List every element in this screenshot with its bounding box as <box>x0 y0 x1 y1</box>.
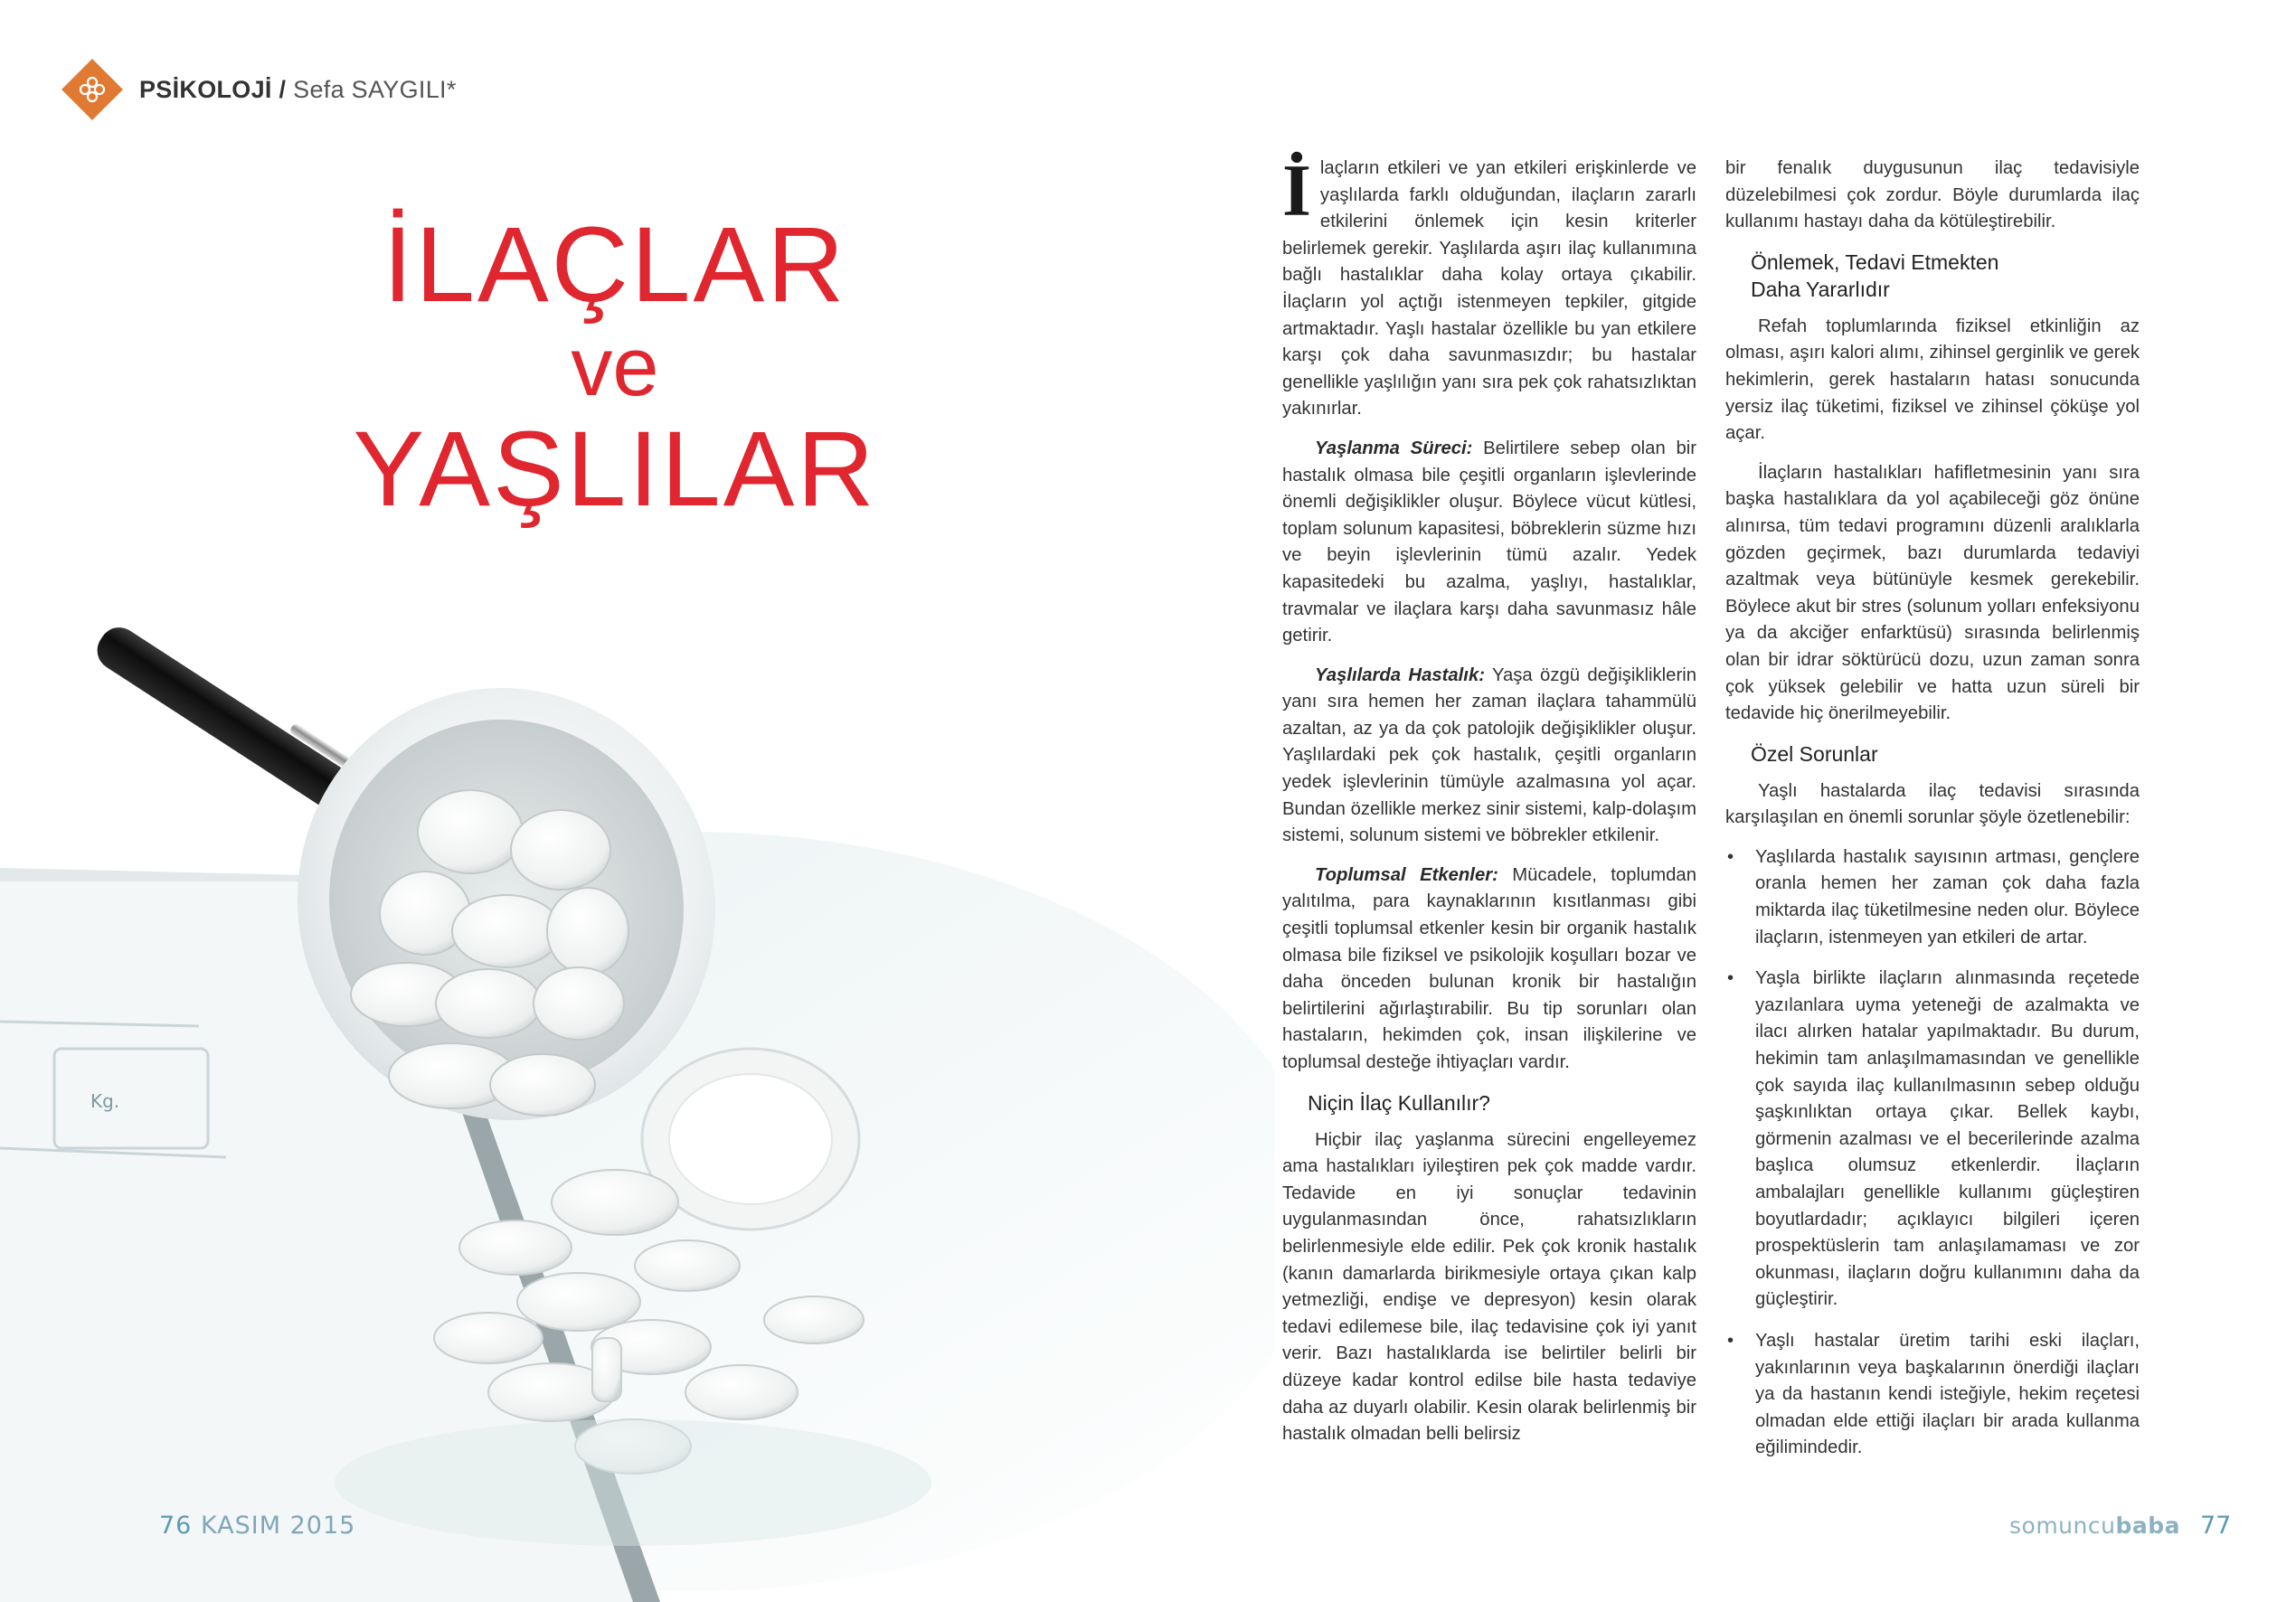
drop-cap: İ <box>1282 149 1311 231</box>
article-title <box>298 203 931 531</box>
why-drugs-heading: Niçin İlaç Kullanılır? <box>1308 1090 1490 1115</box>
elderly-illness-paragraph <box>1282 663 1696 850</box>
prevention-heading-line-2: Daha Yararlıdır <box>1751 277 1890 301</box>
section-separator: / <box>271 75 294 103</box>
why-drugs-paragraph: Hiçbir ilaç yaşlanma sürecini engelleyemez ama hastalıkları iyileştiren pek çok madde vardır. Tedavide en iyi sonuçlar tedavinin uygulanmasından önce, rahatsızlıkların belirlenmesiyle elde edilir. Pek çok kronik hastalık (kanın damarlarda birikmesiyle ortaya çıkan kalp yetmezliği, endişe ve depresyon) kesin olarak tedavi edilemese bile, ilaç tedavisine çok iyi yanıt verir. Bazı hastalıklarda ise belirtiler belirli bir düzeye kadar kontrol edilse bile hasta tedaviye daha az duyarlı olabilir. Kesin olarak belirlenmiş bir hastalık olmadan belli belirsiz <box>1282 1129 1696 1445</box>
social-factors-paragraph <box>1282 862 1696 1077</box>
section-header <box>60 58 457 121</box>
social-factors-lead: Toplumsal Etkenler: <box>1315 864 1498 885</box>
magazine-brand <box>2009 1512 2180 1539</box>
brand-part-1: somuncu <box>2009 1512 2116 1539</box>
text-column-1 <box>1282 149 1697 1461</box>
title-line-1: İLAÇLAR <box>383 205 847 325</box>
prevention-heading <box>1751 249 2140 303</box>
section-label <box>139 76 457 104</box>
special-problems-heading: Özel Sorunlar <box>1751 741 1878 766</box>
brand-part-2: baba <box>2115 1512 2180 1539</box>
right-page-footer <box>2009 1512 2231 1540</box>
section-name: PSİKOLOJİ <box>139 75 272 103</box>
issue-date: KASIM 2015 <box>200 1512 356 1540</box>
social-factors-text: Mücadele, toplumdan yalıtılma, para kaynaklarının kısıtlanması gibi çeşitli toplumsal etkenler kesin bir organik hastalık olmasa bile fiziksel ve psikolojik koşulları bozar ve daha önceden bulunan kronik bir hastalığın belirtilerini ağırlaştırabilir. Bu tip sorunları olan hastaların, hekimden çok, insan ilişkilerine ve toplumsal desteğe ihtiyaçları vardır. <box>1282 864 1696 1072</box>
list-item: • Yaşlılarda hastalık sayısının artması, gençlere oranla hemen her zaman çok daha fazla miktarda ilaç tüketilmesine neden olur. Böylece ilaçların, istenmeyen yan etkileri de artar. <box>1725 844 2140 951</box>
aging-process-lead: Yaşlanma Süreci: <box>1315 438 1473 458</box>
list-item: • Yaşla birlikte ilaçların alınmasında reçetede yazılanlara uyma yeteneği de azalmakta ve ilacı alırken hatalar yapılmaktadır. Bu durum, hekimin tam anlaşılmamasından ve genellikle çok sayıda ilaç kullanılmasının sebep olduğu şaşkınlıktan ortaya çıkar. Bellek kaybı, görmenin azalması ve el becerilerinde azalma başlıca olumsuz etkenlerdir. İlaçların ambalajları genellikle kullanımı güçleştiren boyutlardadır; açıklayıcı bilgileri içeren prospektüslerin tam anlaşılamaması ve zor okunması, ilaçların doğru kullanımını daha da güçleştirir. <box>1725 966 2140 1314</box>
continuation-paragraph: bir fenalık duygusunun ilaç tedavisiyle düzelebilmesi çok zordur. Böyle durumlarda ilaç kullanımı hastayı daha da kötüleştirebilir. <box>1725 158 2140 232</box>
author-name: Sefa SAYGILI* <box>293 75 457 103</box>
text-column-2 <box>1725 155 2140 1476</box>
title-line-2: ve <box>571 321 659 413</box>
right-page-number: 77 <box>2199 1512 2232 1540</box>
svg-text:Kg.: Kg. <box>90 1090 120 1112</box>
intro-text: laçların etkileri ve yan etkileri erişkinlerde ve yaşlılarda farklı olduğundan, ilaçların zararlı etkilerini önlemek için kesin kriterler belirlemek gerekir. Yaşlılarda aşırı ilaç kullanımına bağlı hastalıklar daha kolay ortaya çıkabilir. İlaçların yol açtığı istenmeyen tepkiler, gitgide artmaktadır. Yaşlı hastalar özellikle bu yan etkilere karşı çok daha savunmasızdır; bu hastalar genellikle yaşlılığın yanı sıra pek çok rahatsızlıktan yakınırlar. <box>1282 158 1696 419</box>
title-line-3: YAŞLILAR <box>353 410 877 529</box>
elderly-illness-lead: Yaşlılarda Hastalık: <box>1315 664 1485 685</box>
left-page-number: 76 <box>159 1512 193 1540</box>
aging-process-text: Belirtilere sebep olan bir hastalık olmasa bile çeşitli organların işlevlerinde önemli değişiklikler oluşur. Böylece vücut kütlesi, toplam solunum kapasitesi, böbreklerin süzme hızı ve beyin işlevlerinin tümü azalır. Yedek kapasitedeki bu azalma, yaşlıyı, hastalıklar, travmalar ve ilaçlara karşı daha savunmasız hâle getirir. <box>1282 438 1697 646</box>
treatment-review-paragraph: İlaçların hastalıkları hafifletmesinin yanı sıra başka hastalıklara da yol açabileceği göz önüne alınırsa, tüm tedavi programını düzenli aralıklarla gözden geçirmek, bazı durumlarda tedaviyi azaltmak veya bütünüyle kesmek gerekebilir. Böylece akut bir stres (solunum yolları enfeksiyonu ya da akciğer enfarktüsü) sırasında belirlenmiş olan bir idrar söktürücü dozu, uzun zaman sonra çok yüksek gelebilir ve hatta uzun süreli bir tedavide hiç önerilmeyebilir. <box>1725 462 2140 724</box>
special-problems-intro: Yaşlı hastalarda ilaç tedavisi sırasında karşılaşılan en önemli sorunlar şöyle özetlenebilir: <box>1725 780 2140 828</box>
list-item: • Yaşlı hastalar üretim tarihi eski ilaçları, yakınlarının veya başkalarının önerdiği ilaçları ya da hastanın kendi isteğiyle, hekim reçetesi olmadan elde ettiği ilaçları bir arada kullanma eğilimindedir. <box>1725 1328 2140 1462</box>
welfare-paragraph: Refah toplumlarında fiziksel etkinliğin az olması, aşırı kalori alımı, zihinsel gerginlik ve gerek hekimlerin, gerek hastaların hatası sonucunda yersiz ilaç tüketimi, fiziksel ve zihinsel çöküşe yol açar. <box>1725 316 2140 444</box>
elderly-illness-text: Yaşa özgü değişikliklerin yanı sıra hemen her zaman ilaçlara tahammülü azaltan, az ya da çok patolojik değişiklikler oluşur. Yaşlılardaki pek çok hastalık, çeşitli organların yedek işlevlerinin tümüyle azalmasına yol açar. Bundan özellikle merkez sinir sistemi, kalp-dolaşım sistemi, solunum sistemi ve böbrekler etkilenir. <box>1282 664 1696 846</box>
problems-list <box>1725 844 2140 1462</box>
aging-process-paragraph <box>1282 436 1696 650</box>
pills-and-pen-photo <box>0 579 1275 1602</box>
prevention-heading-line-1: Önlemek, Tedavi Etmekten <box>1751 250 1999 274</box>
intro-paragraph <box>1282 149 1696 423</box>
section-logo-icon <box>61 59 123 120</box>
left-page-footer <box>159 1512 355 1540</box>
